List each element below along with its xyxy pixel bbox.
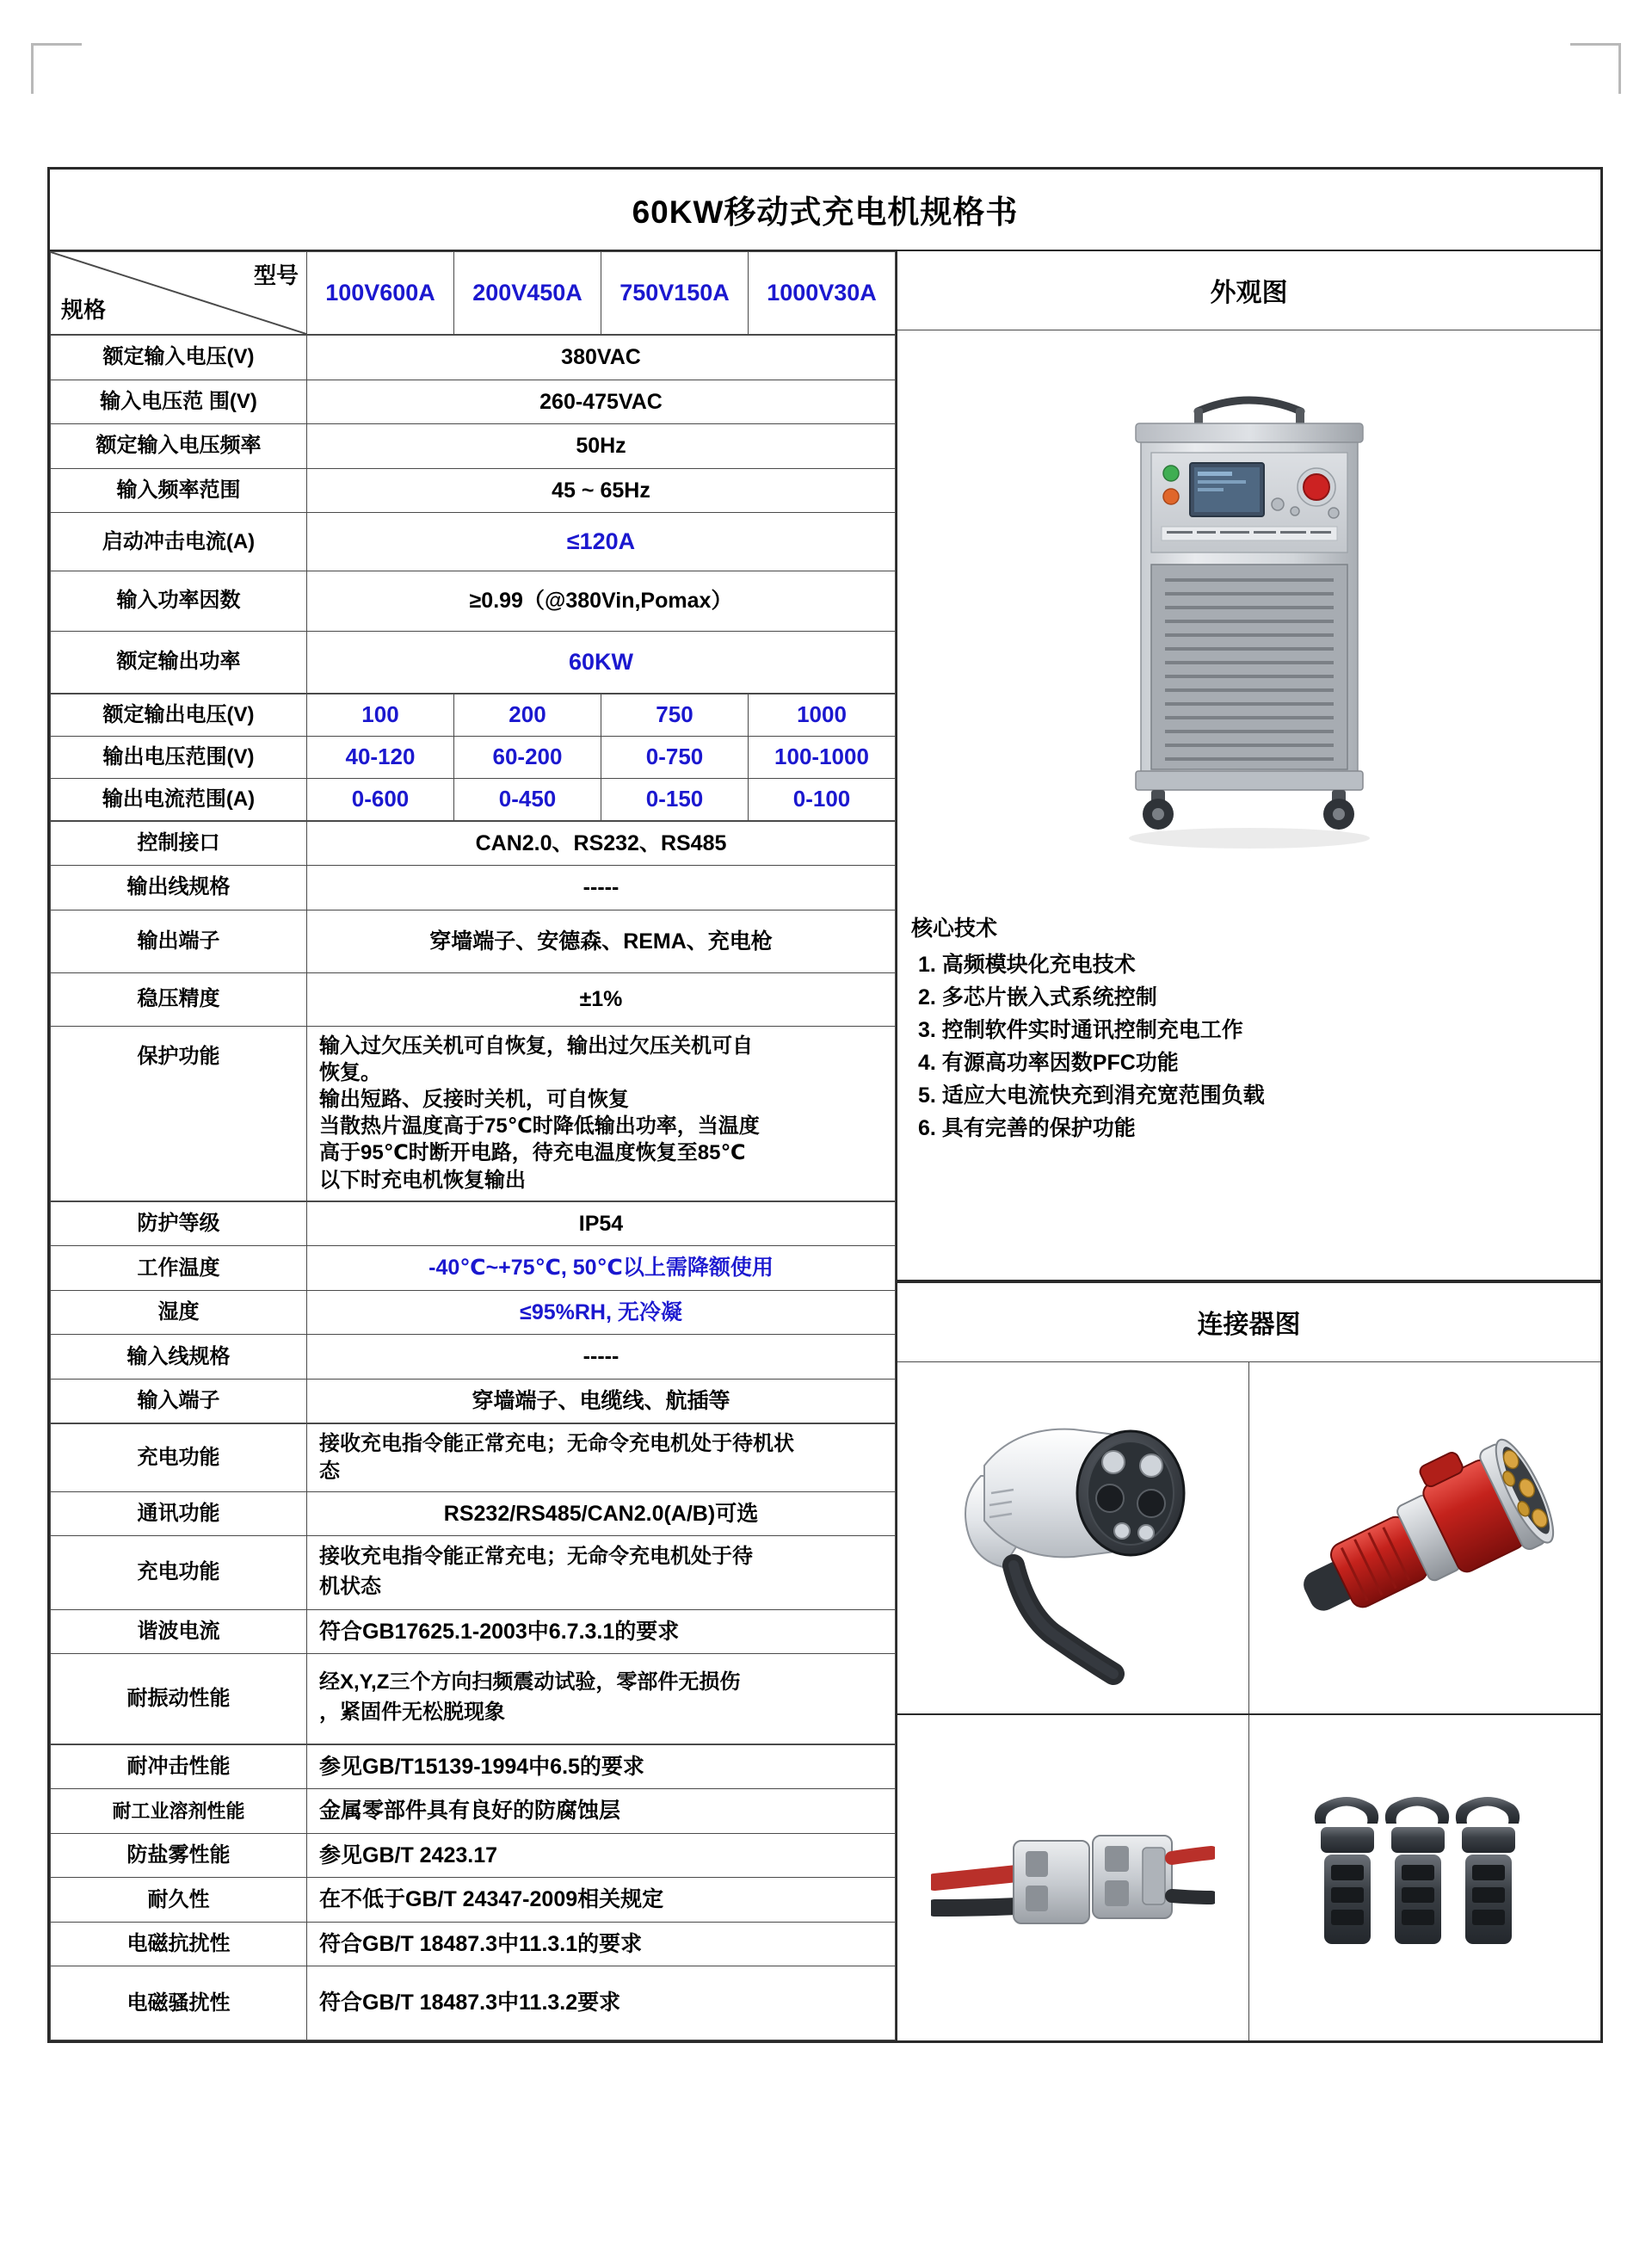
model-column-4: 1000V30A xyxy=(749,252,896,335)
spec-value-durability: 在不低于GB/T 24347-2009相关规定 xyxy=(307,1878,896,1923)
spec-label-vibration-resistance: 耐振动性能 xyxy=(51,1654,307,1744)
table-row xyxy=(51,1335,896,1380)
table-row xyxy=(51,1744,896,1789)
sheet-body xyxy=(50,251,1600,2040)
spec-value-rated-output-power: 60KW xyxy=(307,631,896,693)
spec-label-rated-output-voltage: 额定输出电压(V) xyxy=(51,694,307,736)
core-technology-list xyxy=(911,948,1600,1145)
spec-value-ingress-protection: IP54 xyxy=(307,1201,896,1246)
output-cell: 200 xyxy=(454,694,601,736)
list-item: 2. 多芯片嵌入式系统控制 xyxy=(918,985,1157,1009)
table-row xyxy=(51,1491,896,1536)
spec-label-inrush-current: 启动冲击电流(A) xyxy=(51,513,307,571)
output-cell: 100-1000 xyxy=(749,736,896,778)
spec-label-output-current-range: 输出电流范围(A) xyxy=(51,778,307,820)
output-cell: 40-120 xyxy=(307,736,454,778)
protection-line: 高于95℃时断开电路，待充电温度恢复至85℃ xyxy=(319,1141,746,1165)
core-technology-section xyxy=(897,898,1600,1281)
list-item: 3. 控制软件实时通讯控制充电工作 xyxy=(918,1018,1243,1042)
spec-label-input-wire: 输入线规格 xyxy=(51,1335,307,1380)
anderson-connector-illustration xyxy=(931,1779,1215,1977)
spec-value-voltage-regulation: ±1% xyxy=(307,973,896,1027)
text-line: 机状态 xyxy=(319,1574,381,1598)
table-row xyxy=(51,1201,896,1246)
interface-specs-table xyxy=(50,821,896,1201)
mobile-charger-illustration xyxy=(1069,373,1430,855)
industrial-plug-illustration xyxy=(1279,1409,1571,1667)
spec-value-impact-resistance: 参见GB/T15139-1994中6.5的要求 xyxy=(307,1744,896,1789)
handle-connectors-photo xyxy=(1248,1715,1600,2040)
spec-label-input-voltage-range: 输入电压范 围(V) xyxy=(51,380,307,424)
table-row xyxy=(51,1609,896,1654)
function-specs-table xyxy=(50,1423,896,1744)
connector-photo-row-1 xyxy=(897,1362,1600,1715)
charging-gun-illustration xyxy=(931,1383,1215,1693)
spec-label-rated-input-voltage: 额定输入电压(V) xyxy=(51,336,307,380)
table-row xyxy=(51,1966,896,2040)
protection-line: 输入过欠压关机可自恢复，输出过欠压关机可自 xyxy=(319,1034,753,1058)
crop-mark-top-left xyxy=(31,43,82,94)
table-row xyxy=(51,973,896,1027)
table-row xyxy=(51,1878,896,1923)
spec-label-emi-emission: 电磁骚扰性 xyxy=(51,1966,307,2040)
spec-label-output-terminal: 输出端子 xyxy=(51,910,307,973)
output-cell: 100 xyxy=(307,694,454,736)
spec-label: 规格 xyxy=(61,297,107,323)
table-row xyxy=(51,866,896,910)
spec-table-sheet xyxy=(47,167,1603,2043)
protection-line: 以下时充电机恢复输出 xyxy=(319,1168,526,1192)
page-title: 60KW移动式充电机规格书 xyxy=(50,170,1600,251)
charging-gun-photo xyxy=(897,1362,1248,1713)
table-row xyxy=(51,1833,896,1878)
spec-value-communication-function: RS232/RS485/CAN2.0(A/B)可选 xyxy=(307,1491,896,1536)
spec-value-power-factor: ≥0.99（@380Vin,Pomax） xyxy=(307,571,896,632)
table-row xyxy=(51,1026,896,1201)
industrial-plug-photo xyxy=(1248,1362,1600,1713)
table-row xyxy=(51,910,896,973)
core-technology-title: 核心技术 xyxy=(911,917,998,941)
table-row xyxy=(51,380,896,424)
crop-mark-top-right xyxy=(1570,43,1621,94)
spec-value-emi-emission: 符合GB/T 18487.3中11.3.2要求 xyxy=(307,1966,896,2040)
spec-value-input-terminal: 穿墙端子、电缆线、航插等 xyxy=(307,1379,896,1423)
table-row xyxy=(51,513,896,571)
text-line: 态 xyxy=(319,1459,340,1483)
output-cell: 0-600 xyxy=(307,778,454,820)
spec-label-output-voltage-range: 输出电压范围(V) xyxy=(51,736,307,778)
spec-label-ingress-protection: 防护等级 xyxy=(51,1201,307,1246)
spec-label-impact-resistance: 耐冲击性能 xyxy=(51,1744,307,1789)
list-item: 6. 具有完善的保护功能 xyxy=(918,1116,1136,1140)
spec-value-charging-function-2 xyxy=(307,1536,896,1610)
specs-column xyxy=(50,251,897,2040)
environment-specs-table xyxy=(50,1201,896,1424)
text-line: 经X,Y,Z三个方向扫频震动试验，零部件无损伤 xyxy=(319,1670,741,1694)
spec-value-output-terminal: 穿墙端子、安德森、REMA、充电枪 xyxy=(307,910,896,973)
connector-panel-title: 连接器图 xyxy=(897,1281,1600,1362)
table-row xyxy=(51,694,896,736)
table-row xyxy=(51,1789,896,1834)
spec-value-humidity: ≤95%RH, 无冷凝 xyxy=(307,1290,896,1335)
spec-label-solvent-resistance: 耐工业溶剂性能 xyxy=(51,1789,307,1834)
table-row xyxy=(51,336,896,380)
spec-label-voltage-regulation: 稳压精度 xyxy=(51,973,307,1027)
spec-label-durability: 耐久性 xyxy=(51,1878,307,1923)
spec-value-salt-spray-resistance: 参见GB/T 2423.17 xyxy=(307,1833,896,1878)
spec-value-inrush-current: ≤120A xyxy=(307,513,896,571)
spec-label-output-wire: 输出线规格 xyxy=(51,866,307,910)
output-cell: 60-200 xyxy=(454,736,601,778)
table-row xyxy=(51,1246,896,1291)
output-specs-table xyxy=(50,694,896,821)
list-item: 1. 高频模块化充电技术 xyxy=(918,953,1136,977)
spec-label-harmonic-current: 谐波电流 xyxy=(51,1609,307,1654)
spec-label-power-factor: 输入功率因数 xyxy=(51,571,307,632)
model-column-3: 750V150A xyxy=(601,252,749,335)
protection-line: 输出短路、反接时关机，可自恢复 xyxy=(319,1088,629,1112)
spec-value-output-wire: ----- xyxy=(307,866,896,910)
connector-photo-row-2 xyxy=(897,1715,1600,2040)
spec-label-rated-output-power: 额定输出功率 xyxy=(51,631,307,693)
anderson-connector-photo xyxy=(897,1715,1248,2040)
model-header-table xyxy=(50,251,896,335)
table-row xyxy=(51,468,896,513)
table-row xyxy=(51,1654,896,1744)
table-row xyxy=(51,424,896,469)
spec-label-emi-immunity: 电磁抗扰性 xyxy=(51,1922,307,1966)
spec-label-communication-function: 通讯功能 xyxy=(51,1491,307,1536)
spec-value-vibration-resistance xyxy=(307,1654,896,1744)
spec-label-operating-temperature: 工作温度 xyxy=(51,1246,307,1291)
illustration-column xyxy=(897,251,1600,2040)
model-label: 型号 xyxy=(253,262,299,288)
handle-connector-trio-illustration xyxy=(1283,1779,1567,1977)
spec-value-rated-input-voltage: 380VAC xyxy=(307,336,896,380)
charger-appearance-photo xyxy=(897,330,1600,898)
output-cell: 1000 xyxy=(749,694,896,736)
spec-label-input-frequency-range: 输入频率范围 xyxy=(51,468,307,513)
text-line: ，紧固件无松脱现象 xyxy=(319,1701,505,1725)
spec-value-protection xyxy=(307,1026,896,1201)
table-row xyxy=(51,1536,896,1610)
spec-value-charging-function-1 xyxy=(307,1424,896,1491)
input-specs-table xyxy=(50,335,896,694)
spec-label-charging-function-2: 充电功能 xyxy=(51,1536,307,1610)
table-row xyxy=(51,778,896,820)
spec-label-rated-input-frequency: 额定输入电压频率 xyxy=(51,424,307,469)
spec-value-emi-immunity: 符合GB/T 18487.3中11.3.1的要求 xyxy=(307,1922,896,1966)
output-cell: 0-750 xyxy=(601,736,749,778)
model-column-2: 200V450A xyxy=(454,252,601,335)
output-cell: 750 xyxy=(601,694,749,736)
spec-value-input-wire: ----- xyxy=(307,1335,896,1380)
appearance-panel-title: 外观图 xyxy=(897,251,1600,330)
spec-value-control-interface: CAN2.0、RS232、RS485 xyxy=(307,821,896,866)
table-row xyxy=(51,1290,896,1335)
spec-value-input-voltage-range: 260-475VAC xyxy=(307,380,896,424)
spec-label-charging-function-1: 充电功能 xyxy=(51,1424,307,1491)
table-row xyxy=(51,1424,896,1491)
spec-label-salt-spray-resistance: 防盐雾性能 xyxy=(51,1833,307,1878)
output-cell: 0-450 xyxy=(454,778,601,820)
spec-label-control-interface: 控制接口 xyxy=(51,821,307,866)
spec-label-humidity: 湿度 xyxy=(51,1290,307,1335)
spec-value-rated-input-frequency: 50Hz xyxy=(307,424,896,469)
spec-value-input-frequency-range: 45 ~ 65Hz xyxy=(307,468,896,513)
output-cell: 0-150 xyxy=(601,778,749,820)
text-line: 接收充电指令能正常充电；无命令充电机处于待机状 xyxy=(319,1432,794,1456)
text-line: 接收充电指令能正常充电；无命令充电机处于待 xyxy=(319,1545,753,1569)
spec-label-protection: 保护功能 xyxy=(51,1026,307,1201)
spec-label-input-terminal: 输入端子 xyxy=(51,1379,307,1423)
table-row xyxy=(51,1922,896,1966)
table-row xyxy=(51,736,896,778)
protection-line: 恢复。 xyxy=(319,1060,381,1084)
table-row xyxy=(51,252,896,335)
model-column-1: 100V600A xyxy=(307,252,454,335)
spec-value-harmonic-current: 符合GB17625.1-2003中6.7.3.1的要求 xyxy=(307,1609,896,1654)
output-cell: 0-100 xyxy=(749,778,896,820)
table-row xyxy=(51,1379,896,1423)
list-item: 4. 有源高功率因数PFC功能 xyxy=(918,1051,1179,1075)
table-row xyxy=(51,571,896,632)
spec-value-solvent-resistance: 金属零部件具有良好的防腐蚀层 xyxy=(307,1789,896,1834)
table-row xyxy=(51,631,896,693)
protection-line: 当散热片温度高于75℃时降低输出功率，当温度 xyxy=(319,1114,760,1139)
spec-model-diagonal-header xyxy=(51,252,307,335)
standards-specs-table xyxy=(50,1744,896,2040)
spec-value-operating-temperature: -40℃~+75℃, 50℃以上需降额使用 xyxy=(307,1246,896,1291)
list-item: 5. 适应大电流快充到涓充宽范围负载 xyxy=(918,1083,1265,1108)
table-row xyxy=(51,821,896,866)
